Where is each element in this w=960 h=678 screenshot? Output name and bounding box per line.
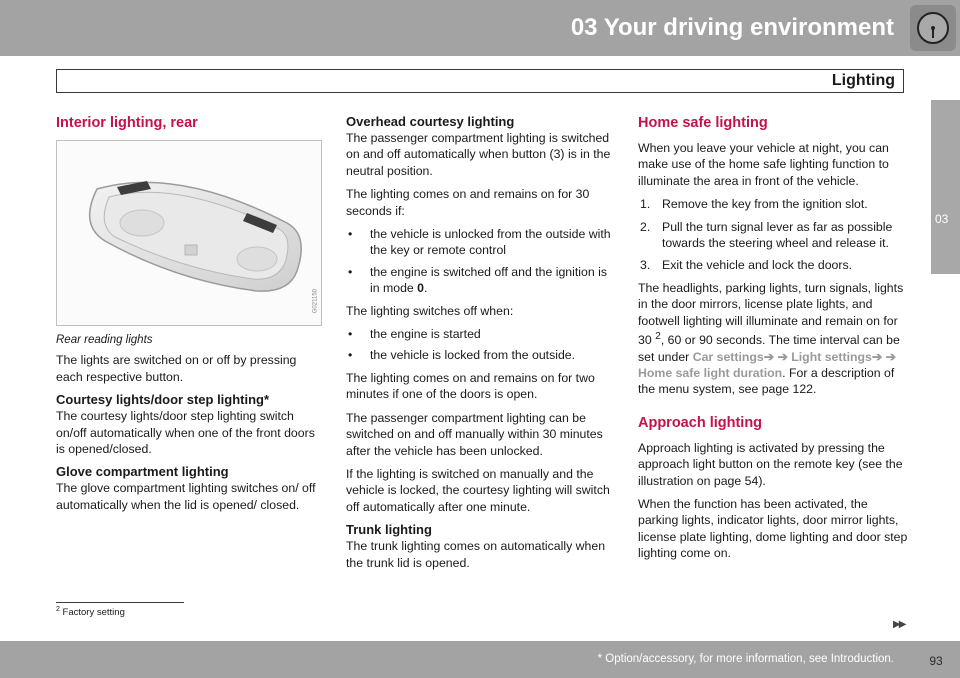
rear-reading-lights-figure [56,140,322,326]
heading-interior-lighting-rear: Interior lighting, rear [56,115,198,131]
menu-car-settings: Car settings [692,349,764,364]
figure-caption: Rear reading lights [56,334,153,346]
footer-band [0,641,960,678]
heading-home-safe-lighting: Home safe lighting [638,115,768,131]
list-item: • the vehicle is unlocked from the outside with the key or remote control [346,226,616,259]
step-text: Remove the key from the ignition slot. [662,197,868,212]
paragraph: When the function has been activated, the parking lights, indicator lights, door mirror lights, license plate lighting, dome lighting and door step lighting come on. [638,497,908,561]
step-item [638,257,908,273]
chapter-title: 03 Your driving environment [570,14,894,41]
steps-list [638,196,908,274]
paragraph: The passenger compartment lighting is switched on and off automatically when button (3) is in the neutral position. [346,131,611,178]
paragraph: The lighting comes on and remains on for two minutes if one of the doors is open. [346,370,595,402]
bullet-list [346,226,616,297]
section-header-box [56,69,904,93]
heading-overhead-courtesy-lighting: Overhead courtesy lighting [346,114,515,129]
header-band [0,0,960,56]
paragraph: The lighting switches off when: [346,303,514,318]
chapter-tab-number: 03 [935,212,949,226]
chapter-side-tab[interactable] [931,100,960,274]
footnote-number: 2 [56,606,60,613]
list-item [346,264,616,297]
next-page-arrows-icon[interactable]: ▶▶ [893,619,905,630]
step-item [638,196,908,212]
paragraph: The courtesy lights/door step lighting switch on/off automatically when one of the front doors is opened/closed. [56,409,315,457]
paragraph: When you leave your vehicle at night, you can make use of the home safe lighting function to illuminate the area in front of the vehicle. [638,141,889,188]
step-text: Exit the vehicle and lock the doors. [662,258,853,273]
arrow-icon: ➔ [885,349,896,364]
arrow-icon: ➔ [763,349,775,364]
section-title: Lighting [831,72,895,89]
option-accessory-note: * Option/accessory, for more information, see Introduction. [597,653,894,665]
list-item-text: the engine is switched off and the ignition is in mode [370,264,607,296]
paragraph: The trunk lighting comes on automatically when the trunk lid is opened. [346,539,606,570]
ignition-mode: 0 [417,281,425,296]
arrow-icon: ➔ [871,349,883,364]
page-number: 93 [929,654,943,668]
heading-approach-lighting: Approach lighting [638,414,763,431]
menu-home-safe-light-duration: Home safe light duration [638,365,783,380]
reading-light-illustration [57,141,323,327]
heading-courtesy-lights: Courtesy lights/door step lighting* [56,392,270,408]
paragraph-menu-path [638,280,908,398]
footnote-text: Factory setting [62,607,125,619]
step-item [638,219,908,252]
bullet-list [346,326,616,364]
paragraph: The glove compartment lighting switches on/ off automatically when the lid is opened/ closed. [56,481,316,512]
footnote [56,606,125,618]
paragraph: If the lighting is switched on manually and the vehicle is locked, the courtesy lighting will switch off automatically after one minute. [346,466,610,514]
text-run: , 60 or 90 seconds. The time interval can be set under [638,333,900,364]
list-item: • the engine is started [346,326,616,342]
menu-light-settings: Light settings [791,349,872,364]
paragraph: The lighting comes on and remains on for 30 seconds if: [346,187,590,218]
column-1 [56,114,322,520]
figure-code: G021150 [312,289,318,314]
footnote-ref: 2 [655,331,661,343]
list-item: • the vehicle is locked from the outside. [346,347,616,363]
heading-glove-compartment: Glove compartment lighting [56,464,229,480]
arrow-icon: ➔ [777,349,788,364]
paragraph: Approach lighting is activated by pressing the approach light button on the remote key (see the illustration on page 54). [638,440,903,488]
step-number: 3. [640,258,651,273]
text-run: The headlights, parking lights, turn signals, lights in the door mirrors, license plate lights, and footwell lighting will illuminate and remain on for 30 [638,280,904,348]
paragraph: The passenger compartment lighting can be switched on and off manually within 30 minutes after the vehicle has been unlocked. [346,410,603,458]
heading-trunk-lighting: Trunk lighting [346,522,432,538]
list-item-end: . [424,281,428,296]
column-3 [638,114,908,569]
column-2 [346,114,616,578]
footnote-divider [56,602,184,603]
step-number: 2. [640,219,651,234]
speedometer-icon [910,5,956,51]
paragraph: The lights are switched on or off by pressing each respective button. [56,353,297,384]
step-text: Pull the turn signal lever as far as possible towards the steering wheel and release it. [662,219,893,251]
text-run: . For a description of the menu system, see page 122. [638,365,895,397]
step-number: 1. [640,197,651,212]
